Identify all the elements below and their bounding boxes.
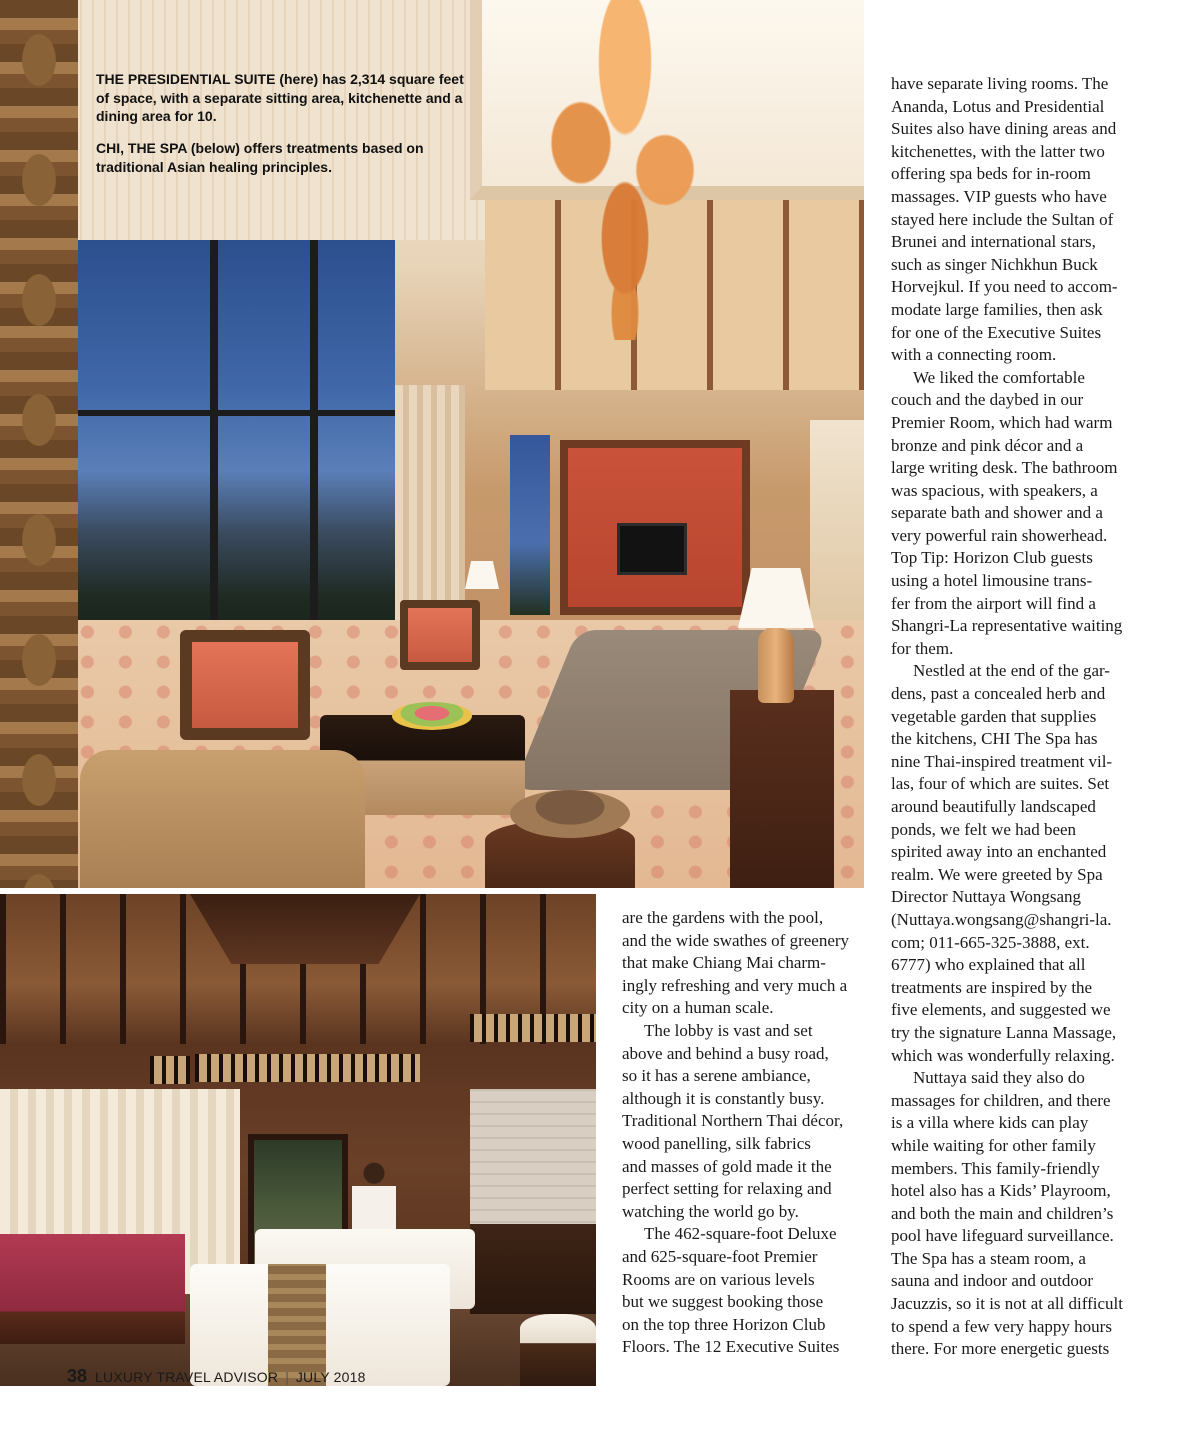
article-line: are the gardens with the pool, [622, 908, 824, 927]
presidential-suite-photo [0, 0, 864, 888]
article-line: The Spa has a steam room, a [891, 1248, 1086, 1268]
article-line: around beautifully landscaped [891, 797, 1096, 816]
article-line: modate large families, then ask [891, 299, 1103, 319]
window-mullion [210, 240, 218, 660]
article-line: stayed here include the Sultan of [891, 209, 1114, 229]
photo-caption-presidential-suite: THE PRESIDENTIAL SUITE (here) has 2,314 square feet of space, with a separate sitting area, kitchenette and a dining area for 10. [96, 71, 464, 124]
article-line: Director Nuttaya Wongsang [891, 887, 1081, 907]
article-line: was spacious, with speakers, a [891, 480, 1098, 500]
table-lamp-base [758, 628, 794, 703]
article-line: treatments are inspired by the [891, 977, 1093, 997]
article-line: The lobby is vast and set [644, 1020, 813, 1040]
article-line: couch and the daybed in our [891, 390, 1084, 410]
article-line: spirited away into an enchanted [891, 842, 1107, 862]
article-line: city on a human scale. [622, 998, 774, 1018]
article-line: separate bath and shower and a [891, 503, 1103, 523]
article-line: Ananda, Lotus and Presidential [891, 96, 1105, 116]
article-line: watching the world go by. [622, 1201, 799, 1221]
article-line: offering spa beds for in-room [891, 164, 1091, 184]
article-line: large writing desk. The bathroom [891, 458, 1118, 478]
article-line: which was wonderfully relaxing. [891, 1045, 1115, 1065]
article-line: Shangri-La representative waiting [891, 616, 1123, 636]
window-transom [75, 410, 395, 416]
article-line: 6777) who explained that all [891, 955, 1086, 975]
article-line: and the wide swathes of greenery [622, 930, 850, 950]
lattice-window [150, 1056, 190, 1084]
article-line: for one of the Executive Suites [891, 322, 1102, 342]
article-line: fer from the airport will find a [891, 593, 1096, 613]
chi-spa-photo [0, 894, 596, 1386]
article-line: Rooms are on various levels [622, 1269, 815, 1289]
article-line: dens, past a concealed herb and [891, 684, 1106, 704]
article-line: with a connecting room. [891, 345, 1057, 365]
article-line: is a villa where kids can play [891, 1113, 1089, 1133]
console-table [730, 690, 834, 888]
publication-name: LUXURY TRAVEL ADVISOR [95, 1369, 279, 1385]
article-line: to spend a few very happy hours [891, 1316, 1112, 1336]
article-line: that make Chiang Mai charm- [622, 953, 826, 973]
lamp [465, 561, 499, 589]
article-line: and 625-square-foot Premier [622, 1246, 818, 1266]
article-line: Traditional Northern Thai décor, [622, 1111, 844, 1131]
article-line: hotel also has a Kids’ Playroom, [891, 1181, 1111, 1201]
footer-separator: | [285, 1369, 289, 1385]
article-line: vegetable garden that supplies [891, 706, 1097, 726]
article-line: Brunei and international stars, [891, 232, 1096, 252]
window-mullion [310, 240, 318, 660]
side-window [510, 435, 550, 615]
article-line: (Nuttaya.wongsang@shangri-la. [891, 909, 1112, 929]
vanity-cabinet [470, 1224, 596, 1314]
article-line: Suites also have dining areas and [891, 119, 1117, 139]
lattice-window [195, 1054, 420, 1082]
article-line: Nestled at the end of the gar- [913, 661, 1110, 681]
page-number: 38 [67, 1366, 88, 1386]
article-line: The 462-square-foot Deluxe [644, 1224, 837, 1244]
armchair [80, 750, 365, 888]
article-line: Premier Room, which had warm [891, 412, 1113, 432]
chandelier [525, 0, 725, 340]
lattice-window [470, 1014, 596, 1042]
fruit-bowl [392, 702, 472, 730]
page-footer [67, 1366, 366, 1390]
article-line: such as singer Nichkhun Buck [891, 254, 1098, 274]
article-line: above and behind a busy road, [622, 1043, 829, 1063]
article-line: las, four of which are suites. Set [891, 774, 1110, 794]
article-line: and masses of gold made it the [622, 1156, 832, 1176]
article-line: although it is constantly busy. [622, 1088, 825, 1108]
article-line: pool have lifeguard surveillance. [891, 1226, 1114, 1246]
floor-to-ceiling-window [75, 240, 395, 660]
article-line: ponds, we felt we had been [891, 819, 1077, 839]
article-line: Top Tip: Horizon Club guests [891, 548, 1093, 568]
article-line: massages. VIP guests who have [891, 186, 1107, 206]
article-line: bronze and pink décor and a [891, 435, 1084, 455]
article-line: wood panelling, silk fabrics [622, 1133, 811, 1153]
article-line: very powerful rain showerhead. [891, 525, 1108, 545]
article-line: for them. [891, 638, 954, 658]
article-line: members. This family-friendly [891, 1158, 1100, 1178]
article-line: the kitchens, CHI The Spa has [891, 729, 1098, 749]
article-line: there. For more energetic guests [891, 1339, 1110, 1359]
decorative-bowl [510, 790, 630, 838]
article-line: perfect setting for relaxing and [622, 1179, 832, 1199]
article-line: com; 011-665-325-3888, ext. [891, 932, 1090, 952]
issue-date: JULY 2018 [295, 1369, 366, 1385]
armchair [180, 630, 310, 740]
article-line: Nuttaya said they also do [913, 1068, 1085, 1088]
article-line: We liked the comfortable [913, 367, 1085, 387]
photo-caption-chi-spa: CHI, THE SPA (below) offers treatments based on traditional Asian healing principles. [96, 140, 424, 175]
article-line: and both the main and children’s [891, 1203, 1114, 1223]
article-line: have separate living rooms. The [891, 74, 1109, 93]
stool [520, 1314, 596, 1386]
article-line: on the top three Horizon Club [622, 1314, 826, 1334]
article-column-middle [622, 907, 872, 1359]
armchair [400, 600, 480, 670]
article-line: try the signature Lanna Massage, [891, 1022, 1117, 1042]
article-line: realm. We were greeted by Spa [891, 864, 1103, 884]
article-line: so it has a serene ambiance, [622, 1066, 811, 1086]
daybed [0, 1234, 185, 1344]
article-line: massages for children, and there [891, 1090, 1111, 1110]
article-line: five elements, and suggested we [891, 1000, 1111, 1020]
article-column-right [891, 73, 1146, 1361]
article-line: nine Thai-inspired treatment vil- [891, 751, 1113, 771]
article-line: sauna and indoor and outdoor [891, 1271, 1094, 1291]
article-line: using a hotel limousine trans- [891, 571, 1093, 591]
article-line: Horvejkul. If you need to accom- [891, 277, 1118, 297]
article-line: Floors. The 12 Executive Suites [622, 1337, 840, 1357]
wall-panel [810, 420, 864, 620]
article-line: but we suggest booking those [622, 1292, 824, 1312]
article-line: ingly refreshing and very much a [622, 975, 848, 995]
television [617, 523, 687, 575]
carved-wood-pillar [0, 0, 78, 888]
article-line: Jacuzzis, so it is not at all difficult [891, 1294, 1123, 1314]
article-line: while waiting for other family [891, 1135, 1096, 1155]
article-line: kitchenettes, with the latter two [891, 141, 1105, 161]
